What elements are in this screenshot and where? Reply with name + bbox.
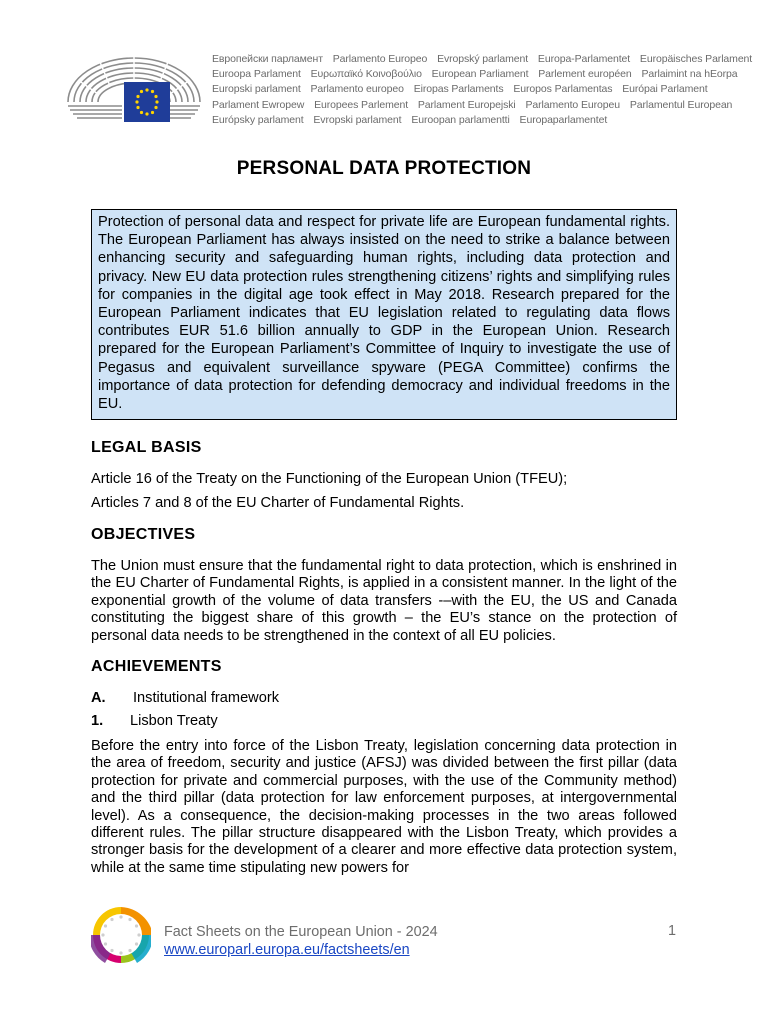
parliament-name: Evropski parlament bbox=[313, 113, 402, 126]
parliament-name: Europos Parlamentas bbox=[513, 83, 613, 96]
parliament-name: Európai Parlament bbox=[622, 83, 708, 96]
parliament-name: Euroopa Parlament bbox=[212, 68, 301, 81]
legal-basis-heading: LEGAL BASIS bbox=[91, 439, 202, 456]
parliament-name: Euroopan parlamentti bbox=[411, 113, 510, 126]
section-a-number: A. bbox=[91, 690, 106, 706]
lisbon-treaty-text: Before the entry into force of the Lisbon Treaty, legislation concerning data protection in the area of freedom, security and justice (AFSJ) was divided between the first pillar (data protection for private and commercial purposes, with the use of the Community method) and the third pillar (data protection for law enforcement purposes, at intergovernmental level). As a consequence, the decision-making processes in the two areas followed different rules. The pillar structure disappeared with the Lisbon Treaty, which provides a stronger basis for the development of a clearer and more effective data protection system, while at the same time stipulating new powers for bbox=[91, 738, 677, 876]
objectives-heading: OBJECTIVES bbox=[91, 526, 196, 543]
objectives-text: The Union must ensure that the fundamental right to data protection, which is enshrined in the EU Charter of Fundamental Rights, is applied in a consistent manner. In the light of the exponential growth of the volume of data transfers -–with the EU, the US and Canada constituting the biggest share of this growth – the EU’s stance on the protection of personal data needs to be strengthened in the context of all EU policies. bbox=[91, 558, 677, 644]
parliament-name: Europa-Parlamentet bbox=[537, 53, 631, 65]
parliament-name: Europäisches Parlament bbox=[639, 53, 753, 65]
parliament-name: European Parliament bbox=[431, 68, 529, 81]
european-parliament-logo bbox=[64, 50, 204, 126]
parliament-name: Европейски парламент bbox=[212, 53, 323, 65]
fact-sheets-logo bbox=[91, 905, 151, 977]
eu-flag bbox=[124, 82, 170, 122]
parliament-name: Europski parlament bbox=[212, 83, 301, 96]
parliament-name: Parlament Ewropew bbox=[212, 98, 305, 111]
parliament-name: Parlamento Europeo bbox=[332, 53, 428, 65]
footer bbox=[164, 923, 438, 959]
parliament-name: Europees Parlement bbox=[314, 98, 409, 111]
parliament-name: Evropský parlament bbox=[437, 53, 529, 65]
achievements-heading: ACHIEVEMENTS bbox=[91, 658, 222, 675]
page-number: 1 bbox=[668, 923, 677, 939]
legal-basis-line-1: Article 16 of the Treaty on the Functioning of the European Union (TFEU); bbox=[91, 471, 568, 487]
intro-summary-box: Protection of personal data and respect for private life are European fundamental rights. The European Parliament has always insisted on the need to strike a balance between enhancing security and safeguarding human rights, including data protection and privacy. New EU data protection rules strengthening citizens’ rights and simplifying rules for companies in the digital age took effect in May 2018. Research prepared for the European Parliament indicates that EU legislation related to regulating data flows contributes EUR 51.6 billion annually to GDP in the European Union. Research prepared for the European Parliament’s Committee of Inquiry to investigate the use of Pegasus and equivalent surveillance spyware (PEGA Committee) confirms the importance of data protection for defending democracy and individual freedoms in the EU. bbox=[91, 209, 677, 420]
parliament-name: Eiropas Parlaments bbox=[413, 83, 504, 96]
section-a-heading bbox=[91, 690, 279, 706]
footer-series-title: Fact Sheets on the European Union - 2024 bbox=[164, 924, 438, 940]
parliament-names bbox=[212, 52, 753, 128]
factsheets-link[interactable]: www.europarl.europa.eu/factsheets/en bbox=[164, 942, 410, 958]
parliament-name: Parlamentul European bbox=[629, 98, 733, 111]
parliament-name: Európsky parlament bbox=[212, 113, 304, 126]
parliament-name: Parlement européen bbox=[538, 68, 632, 81]
legal-basis-line-2: Articles 7 and 8 of the EU Charter of Fundamental Rights. bbox=[91, 495, 465, 511]
section-a-label: Institutional framework bbox=[133, 690, 279, 706]
parliament-name: Ευρωπαϊκό Κοινοβούλιο bbox=[310, 68, 422, 81]
page-title: PERSONAL DATA PROTECTION bbox=[236, 158, 532, 179]
section-1-number: 1. bbox=[91, 713, 104, 729]
section-1-label: Lisbon Treaty bbox=[130, 713, 218, 729]
parliament-name: Parlamento europeo bbox=[310, 83, 404, 96]
parliament-names-row bbox=[212, 98, 733, 113]
section-1-heading bbox=[91, 713, 218, 729]
parliament-names-row bbox=[212, 82, 722, 97]
parliament-name: Parlaimint na hEorpa bbox=[641, 68, 738, 81]
page-header bbox=[64, 50, 753, 130]
parliament-name: Parlament Europejski bbox=[417, 98, 516, 111]
parliament-name: Europaparlamentet bbox=[519, 113, 608, 126]
parliament-names-row bbox=[212, 67, 738, 82]
parliament-names-row bbox=[212, 113, 722, 128]
parliament-names-row bbox=[212, 52, 753, 67]
parliament-name: Parlamento Europeu bbox=[525, 98, 620, 111]
